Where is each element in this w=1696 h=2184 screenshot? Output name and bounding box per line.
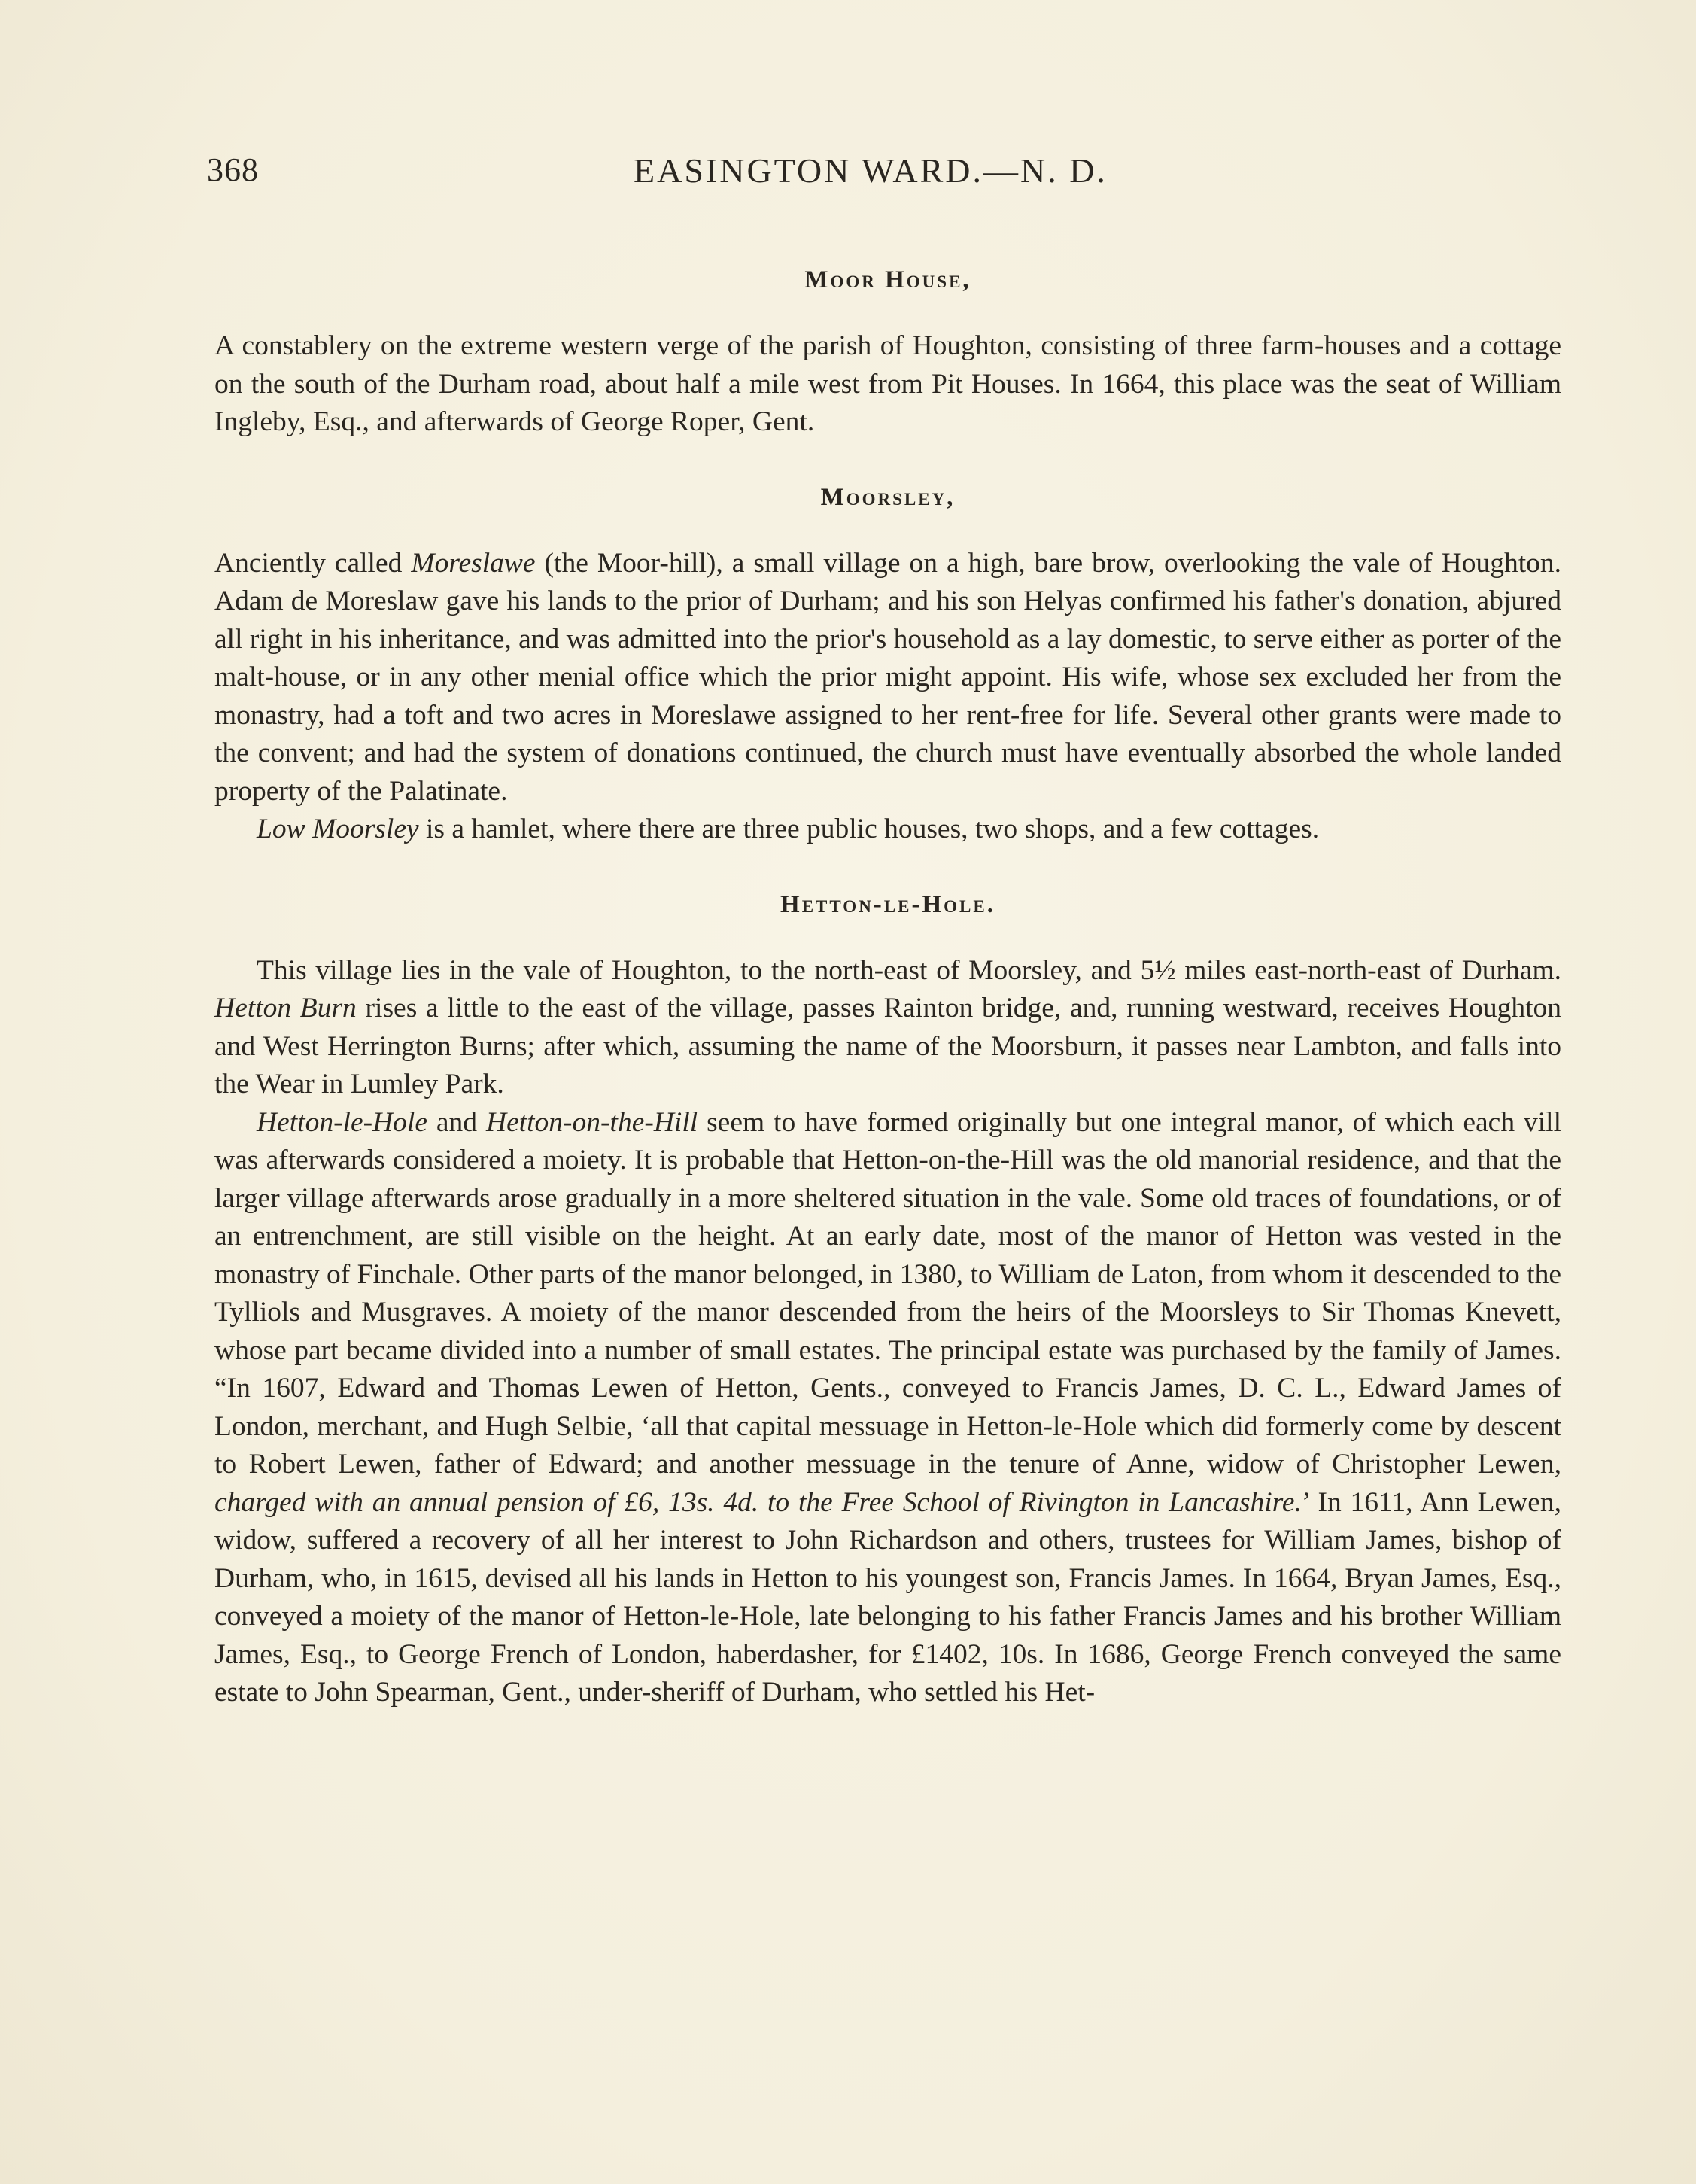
hetton-paragraph-2 (214, 1104, 1561, 1712)
moor-house-paragraph: A constablery on the extreme western verge of the parish of Houghton, consisting of three farm-houses and a cottage on the south of the Durham road, about half a mile west from Pit Houses. In 1664, this place was the seat of William Ingleby, Esq., and afterwards of George Roper, Gent. (214, 330, 1561, 437)
text-run: ’ In 1611, Ann Lewen, widow, suffered a recovery of all her interest to John Richardson and others, trustees for William James, bishop of Durham, who, in 1615, devised all his lands in Hetton to his youngest son, Francis James. In 1664, Bryan James, Esq., conveyed a moiety of the manor of Hetton-le-Hole, late belonging to his father Francis James and his brother William James, Esq., to George French of London, haberdasher, for £1402, 10s. In 1686, George French conveyed the same estate to John Spearman, Gent., under-sheriff of Durham, who settled his Het- (214, 1486, 1561, 1708)
text-run: This village lies in the vale of Houghton, to the north-east of Moorsley, and 5½ miles east-north-east of Durham. (257, 954, 1561, 986)
running-head (207, 151, 1561, 196)
moorsley-paragraph-2 (214, 811, 1561, 849)
page-number: 368 (207, 151, 259, 188)
text-run: Anciently called (214, 547, 412, 579)
section-title-moor-house: Moor House, (804, 266, 971, 294)
text-run: is a hamlet, where there are three public houses, two shops, and a few cottages. (418, 814, 1320, 844)
italic-place-name: Hetton-le-Hole (257, 1106, 427, 1138)
moorsley-paragraph-1 (214, 545, 1561, 811)
section-title-hetton-le-hole: Hetton-le-Hole. (780, 890, 995, 918)
italic-place-name: Hetton-on-the-Hill (485, 1106, 698, 1138)
page-body (214, 248, 1561, 1712)
text-run: (the Moor-hill), a small village on a high, bare brow, overlooking the vale of Houghton. Adam de Moreslaw gave his lands to the prior of Durham; and his son Helyas confirmed his father's donation, abjured all right in his inheritance, and was admitted into the prior's household as a lay domestic, to serve either as porter of the malt-house, or in any other menial office which the prior might appoint. His wife, whose sex excluded her from the monastry, had a toft and two acres in Moreslawe assigned to her rent-free for life. Several other grants were made to the convent; and had the system of donations continued, the church must have eventually absorbed the whole landed property of the Palatinate. (214, 547, 1561, 807)
italic-quotation: charged with an annual pension of £6, 13s. 4d. to the Free School of Rivington in Lancashire. (214, 1486, 1302, 1518)
text-run: and (427, 1106, 486, 1138)
italic-place-name: Hetton Burn (214, 993, 357, 1024)
text-run: rises a little to the east of the village, passes Rainton bridge, and, running westward, receives Houghton and West Herrington Burns; after which, assuming the name of the Moorsburn, it passes near Lambton, and falls into the Wear in Lumley Park. (214, 993, 1561, 1100)
italic-place-name: Low Moorsley (257, 814, 419, 844)
hetton-paragraph-1 (214, 952, 1561, 1104)
text-run: seem to have formed originally but one integral manor, of which each vill was afterwards considered a moiety. It is probable that Hetton-on-the-Hill was the old manorial residence, and that the larger village afterwards arose gradually in a more sheltered situation in the vale. Some old traces of foundations, or of an entrenchment, are still visible on the height. At an early date, most of the manor of Hetton was vested in the monastry of Finchale. Other parts of the manor belonged, in 1380, to William de Laton, from whom it descended to the Tylliols and Musgraves. A moiety of the manor descended from the heirs of the Moorsleys to Sir Thomas Knevett, whose part became divided into a number of small estates. The principal estate was purchased by the family of James. “In 1607, Edward and Thomas Lewen of Hetton, Gents., conveyed to Francis James, D. C. L., Edward James of London, merchant, and Hugh Selbie, ‘all that capital messuage in Hetton-le-Hole which did formerly come by descent to Robert Lewen, father of Edward; and another messuage in the tenure of Anne, widow of Christopher Lewen, (214, 1106, 1561, 1480)
italic-place-name: Moreslawe (411, 547, 536, 579)
running-title: EASINGTON WARD.—N. D. (634, 151, 1108, 190)
section-title-moorsley: Moorsley, (820, 483, 956, 511)
